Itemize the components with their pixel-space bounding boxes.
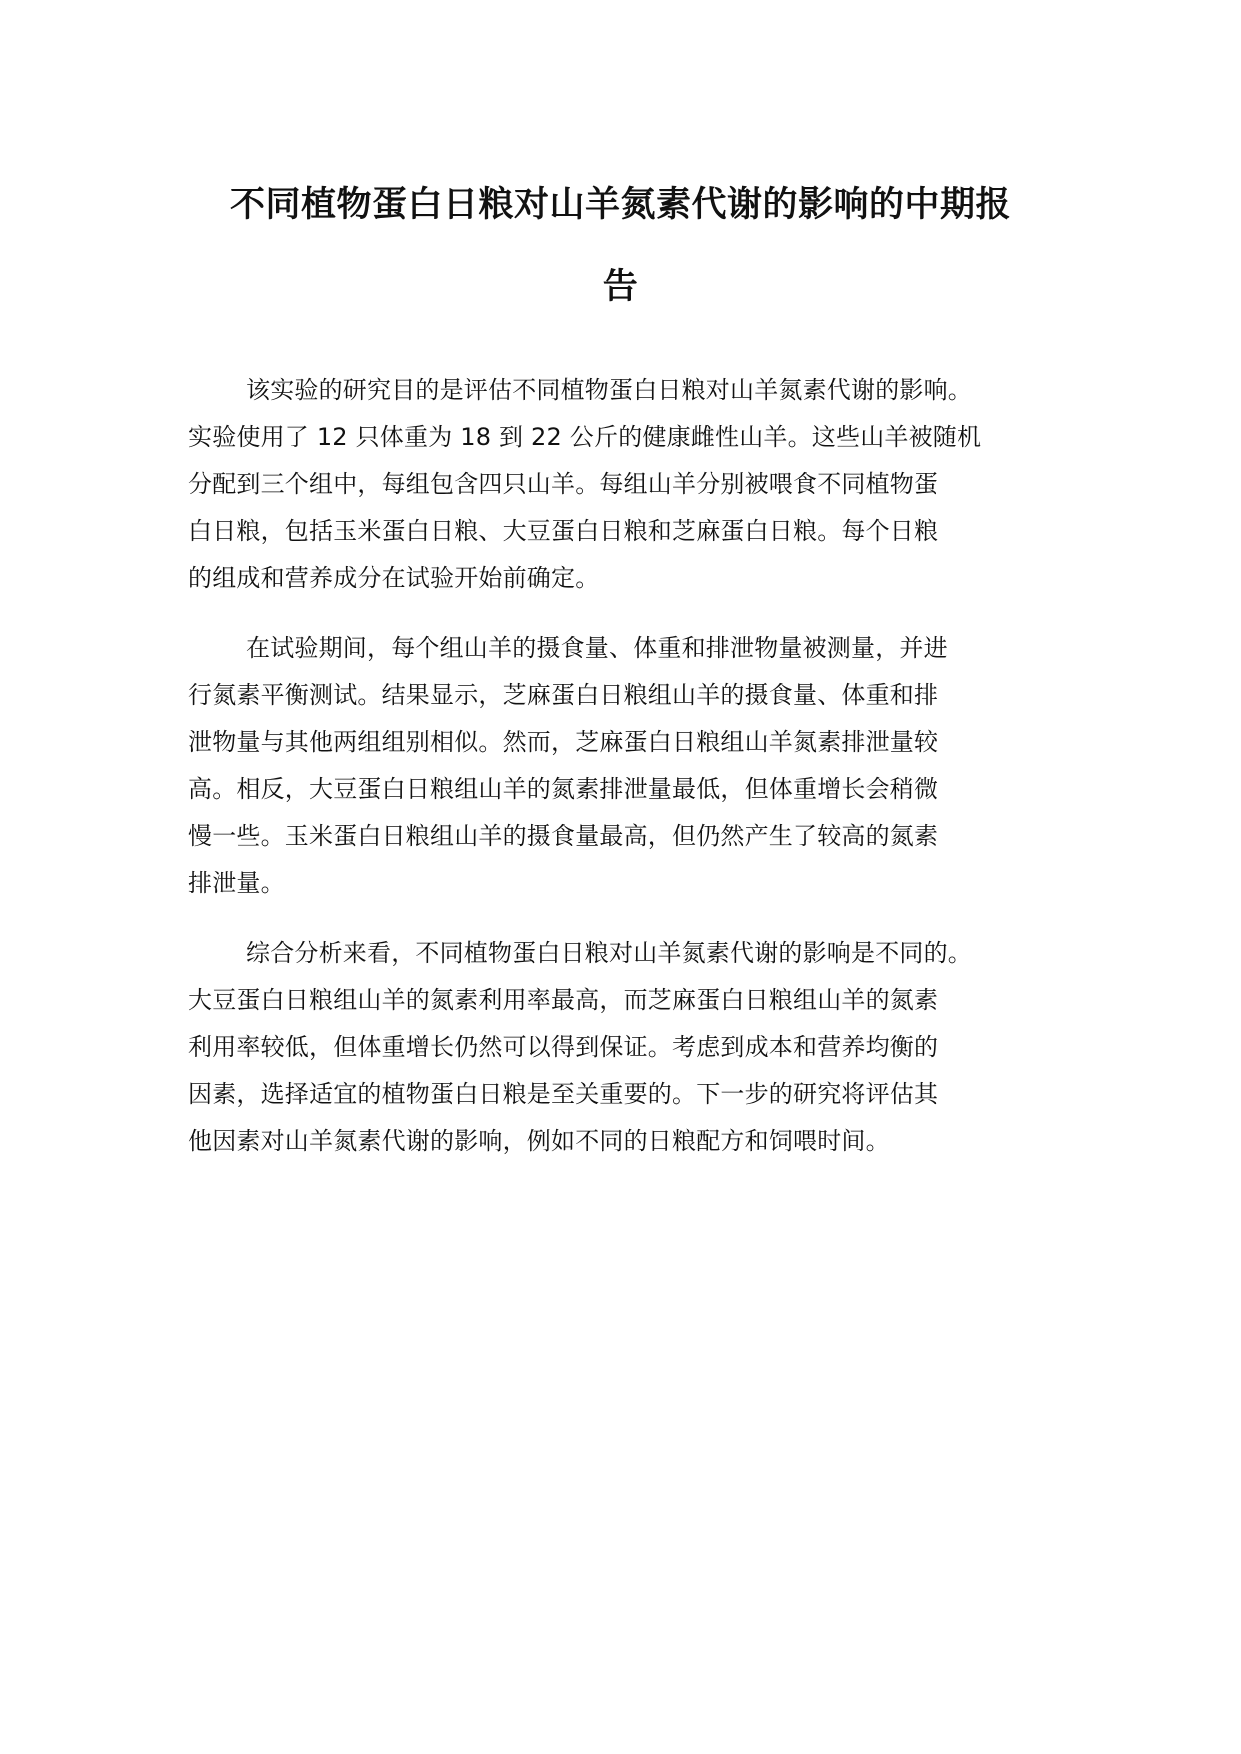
paragraph-line: 的组成和营养成分在试验开始前确定。 — [188, 564, 600, 592]
paragraph-line: 实验使用了 12 只体重为 18 到 22 公斤的健康雌性山羊。这些山羊被随机 — [188, 423, 982, 451]
paragraph-line: 利用率较低，但体重增长仍然可以得到保证。考虑到成本和营养均衡的 — [188, 1033, 939, 1061]
paragraph-line: 分配到三个组中，每组包含四只山羊。每组山羊分别被喂食不同植物蛋 — [188, 470, 939, 498]
paragraph-line: 该实验的研究目的是评估不同植物蛋白日粮对山羊氮素代谢的影响。 — [246, 376, 972, 404]
document-title-line-2: 告 — [602, 267, 639, 307]
document-title-line-1: 不同植物蛋白日粮对山羊氮素代谢的影响的中期报 — [229, 185, 1011, 225]
paragraph-line: 综合分析来看，不同植物蛋白日粮对山羊氮素代谢的影响是不同的。 — [246, 939, 972, 967]
paragraph-line: 大豆蛋白日粮组山羊的氮素利用率最高，而芝麻蛋白日粮组山羊的氮素 — [188, 986, 939, 1014]
paragraph-line: 高。相反，大豆蛋白日粮组山羊的氮素排泄量最低，但体重增长会稍微 — [188, 775, 939, 803]
paragraph-line: 因素，选择适宜的植物蛋白日粮是至关重要的。下一步的研究将评估其 — [188, 1080, 939, 1108]
paragraph-line: 慢一些。玉米蛋白日粮组山羊的摄食量最高，但仍然产生了较高的氮素 — [188, 822, 939, 850]
paragraph-line: 他因素对山羊氮素代谢的影响，例如不同的日粮配方和饲喂时间。 — [188, 1127, 890, 1155]
paragraph-line: 白日粮，包括玉米蛋白日粮、大豆蛋白日粮和芝麻蛋白日粮。每个日粮 — [188, 517, 939, 545]
paragraph-line: 在试验期间，每个组山羊的摄食量、体重和排泄物量被测量，并进 — [246, 634, 948, 662]
paragraph-line: 行氮素平衡测试。结果显示，芝麻蛋白日粮组山羊的摄食量、体重和排 — [188, 681, 939, 709]
paragraph-line: 排泄量。 — [188, 869, 285, 897]
paragraph-line: 泄物量与其他两组组别相似。然而，芝麻蛋白日粮组山羊氮素排泄量较 — [188, 728, 939, 756]
